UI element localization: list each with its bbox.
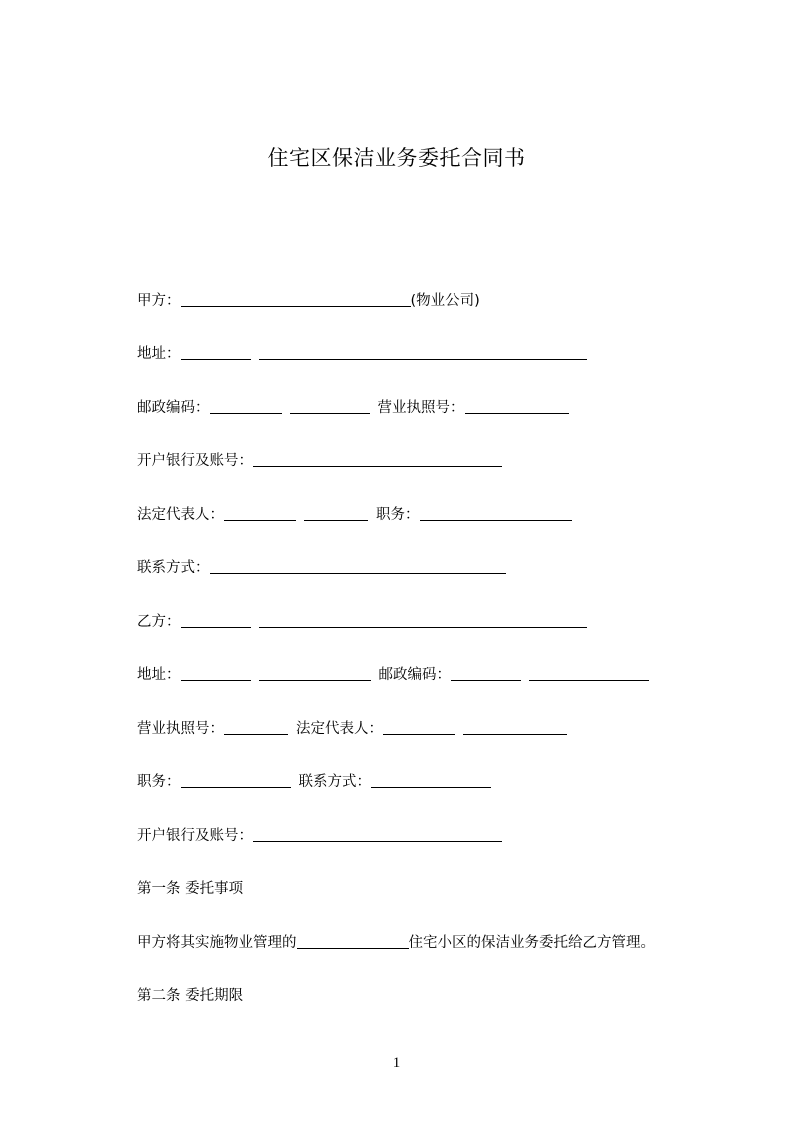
party-a-postcode-label: 邮政编码： <box>137 400 210 416</box>
document-title: 住宅区保洁业务委托合同书 <box>267 146 526 170</box>
party-a-postcode-line <box>137 398 569 418</box>
party-b-address-label: 地址： <box>137 667 181 683</box>
party-b-rep-blank-1[interactable] <box>383 720 455 735</box>
party-a-bank-blank[interactable] <box>253 452 502 467</box>
article-1-text <box>137 933 655 953</box>
party-b-position-line <box>137 772 491 792</box>
party-a-position-label: 职务： <box>376 507 420 523</box>
party-a-rep-blank-2[interactable] <box>304 506 368 521</box>
party-a-name-blank[interactable] <box>181 292 411 307</box>
party-a-rep-label: 法定代表人： <box>137 507 224 523</box>
party-b-rep-blank-2[interactable] <box>463 720 567 735</box>
party-a-contact-line <box>137 558 506 578</box>
party-a-address-blank-1[interactable] <box>181 345 251 360</box>
party-b-postcode-blank-2[interactable] <box>529 666 649 681</box>
party-b-bank-blank[interactable] <box>253 827 502 842</box>
party-a-license-blank[interactable] <box>465 399 569 414</box>
party-a-position-blank[interactable] <box>420 506 572 521</box>
article-1-text-before: 甲方将其实施物业管理的 <box>137 935 297 951</box>
party-b-bank-label: 开户银行及账号： <box>137 828 253 844</box>
article-1-community-blank[interactable] <box>297 934 409 949</box>
article-1-heading: 第一条 委托事项 <box>137 881 244 897</box>
party-b-name-blank-2[interactable] <box>259 613 587 628</box>
party-a-name-suffix: (物业公司) <box>410 293 480 309</box>
party-a-address-blank-2[interactable] <box>259 345 587 360</box>
party-a-postcode-blank-2[interactable] <box>290 399 370 414</box>
party-a-address-label: 地址： <box>137 346 181 362</box>
party-b-address-line <box>137 665 649 685</box>
party-a-bank-label: 开户银行及账号： <box>137 453 253 469</box>
party-b-name-label: 乙方： <box>137 614 181 630</box>
party-a-address-line <box>137 344 587 364</box>
party-b-license-line <box>137 719 567 739</box>
article-2-heading: 第二条 委托期限 <box>137 988 244 1004</box>
party-b-postcode-blank-1[interactable] <box>451 666 521 681</box>
party-a-rep-blank-1[interactable] <box>224 506 296 521</box>
party-a-contact-label: 联系方式： <box>137 560 210 576</box>
party-b-contact-label: 联系方式： <box>298 774 371 790</box>
party-b-address-blank-1[interactable] <box>181 666 251 681</box>
party-a-contact-blank[interactable] <box>210 559 506 574</box>
party-b-postcode-label: 邮政编码： <box>378 667 451 683</box>
party-a-license-label: 营业执照号： <box>377 400 465 416</box>
party-a-bank-line <box>137 451 502 471</box>
party-b-license-blank[interactable] <box>224 720 288 735</box>
party-b-license-label: 营业执照号： <box>137 721 224 737</box>
party-a-name-label: 甲方： <box>137 293 181 309</box>
article-1-text-after: 住宅小区的保洁业务委托给乙方管理。 <box>408 935 655 951</box>
party-b-address-blank-2[interactable] <box>259 666 371 681</box>
party-b-bank-line <box>137 826 502 846</box>
party-b-name-line <box>137 612 587 632</box>
party-b-position-label: 职务： <box>137 774 181 790</box>
party-a-name-line <box>137 291 480 311</box>
party-b-position-blank[interactable] <box>181 773 291 788</box>
party-b-contact-blank[interactable] <box>371 773 491 788</box>
party-a-postcode-blank-1[interactable] <box>210 399 282 414</box>
page-number: 1 <box>392 1055 401 1071</box>
party-b-name-blank-1[interactable] <box>181 613 251 628</box>
party-b-rep-label: 法定代表人： <box>296 721 383 737</box>
party-a-rep-line <box>137 505 572 525</box>
